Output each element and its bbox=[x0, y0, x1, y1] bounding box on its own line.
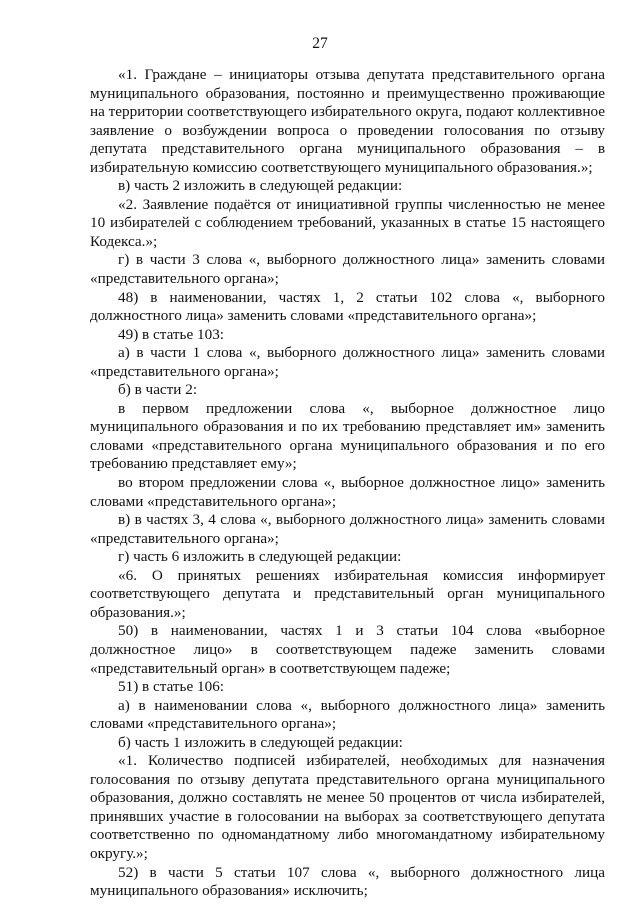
paragraph: г) часть 6 изложить в следующей редакции: bbox=[118, 548, 402, 566]
paragraph: во втором предложении слова «, выборное должностное лицо» заменить словами «представительного органа»; bbox=[90, 474, 605, 510]
paragraph: а) в наименовании слова «, выборного должностного лица» заменить словами «представительного органа»; bbox=[90, 696, 605, 733]
page-number: 27 bbox=[312, 35, 328, 52]
paragraph: а) в части 1 слова «, выборного должностного лица» заменить словами «представительного органа»; bbox=[90, 344, 605, 380]
paragraph: 51) в статье 106: bbox=[118, 678, 225, 696]
paragraph: б) часть 1 изложить в следующей редакции: bbox=[118, 733, 403, 751]
paragraph: в первом предложении слова «, выборное должностное лицо муниципального образования и по их требованию представляет им» заменить словами «представительного органа муниципального образования и по его требованию представляет ему»; bbox=[90, 399, 605, 473]
paragraph: б) в части 2: bbox=[118, 381, 198, 399]
paragraph: в) в частях 3, 4 слова «, выборного должностного лица» заменить словами «представительного органа»; bbox=[90, 511, 605, 547]
paragraph: 49) в статье 103: bbox=[118, 325, 225, 343]
paragraph: 48) в наименовании, частях 1, 2 статьи 102 слова «, выборного должностного лица» заменить словами «представительного органа»; bbox=[90, 288, 605, 325]
paragraph: «2. Заявление подаётся от инициативной группы численностью не менее 10 избирателей с соблюдением требований, указанных в статье 15 настоящего Кодекса.»; bbox=[90, 195, 605, 250]
paragraph: в) часть 2 изложить в следующей редакции: bbox=[118, 177, 403, 195]
paragraph: 50) в наименовании, частях 1 и 3 статьи 104 слова «выборное должностное лицо» в соответствующем падеже заменить словами «представительный орган» в соответствующем падеже; bbox=[90, 622, 605, 677]
paragraph: «6. О принятых решениях избирательная комиссия информирует соответствующего депутата и представительный орган муниципального образования.»; bbox=[90, 566, 605, 621]
paragraph: 52) в части 5 статьи 107 слова «, выборного должностного лица муниципального образования» исключить; bbox=[90, 863, 605, 900]
document-body bbox=[90, 66, 605, 901]
paragraph: «1. Количество подписей избирателей, необходимых для назначения голосования по отзыву депутата представительного органа муниципального образования, должно составлять не менее 50 процентов от числа избирателей, принявших участие в голосовании на выборах за соответствующего депутата соответственно по одномандатному либо многомандатному избирательному округу.»; bbox=[90, 752, 605, 862]
paragraph: «1. Граждане – инициаторы отзыва депутата представительного органа муниципального образования, постоянно и преимущественно проживающие на территории соответствующего избирательного округа, подают коллективное заявление о возбуждении вопроса о проведении голосования по отзыву депутата представительного органа муниципального образования – в избирательную комиссию соответствующего муниципального образования.»; bbox=[90, 66, 605, 176]
paragraph: г) в части 3 слова «, выборного должностного лица» заменить словами «представительного органа»; bbox=[90, 251, 605, 288]
